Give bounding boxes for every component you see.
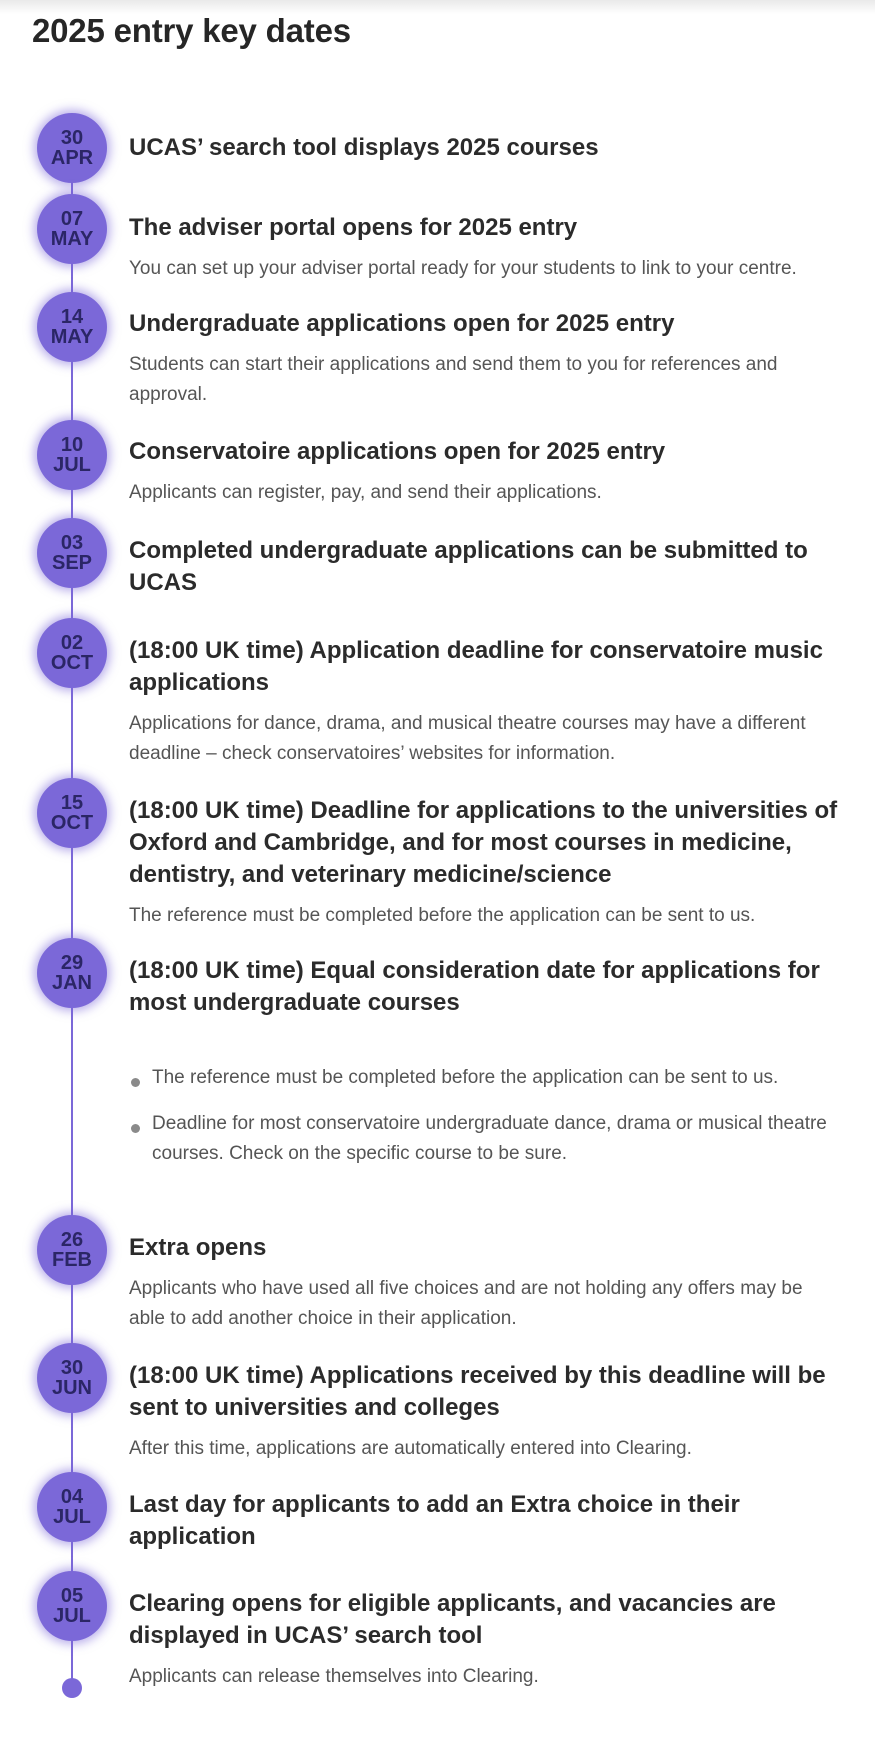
entry-title: UCAS’ search tool displays 2025 courses — [129, 134, 599, 161]
date-badge — [37, 1343, 107, 1413]
bullet-list — [129, 1063, 839, 1169]
entry-description: Applicants who have used all five choices and are not holding any offers may be able to add another choice in their application. — [129, 1278, 803, 1329]
date-badge — [37, 1215, 107, 1285]
date-month: JAN — [51, 972, 92, 994]
date-day: 05 — [60, 1585, 84, 1607]
date-day: 02 — [60, 632, 84, 654]
entry-content — [129, 635, 839, 769]
date-badge — [37, 1472, 107, 1542]
date-day: 29 — [60, 952, 84, 974]
timeline-end-dot — [62, 1678, 82, 1698]
date-badge — [37, 194, 107, 264]
entry-content — [129, 132, 839, 164]
date-badge — [37, 1571, 107, 1641]
entry-title: (18:00 UK time) Deadline for applications to the universities of Oxford and Cambridge, and for most courses in medicine, dentistry, and veterinary medicine/science — [129, 797, 838, 888]
list-item — [129, 1109, 839, 1169]
entry-description: Applicants can register, pay, and send their applications. — [129, 482, 602, 503]
date-badge — [37, 420, 107, 490]
date-month: MAY — [50, 326, 94, 348]
entry-content — [129, 1588, 839, 1692]
date-badge — [37, 292, 107, 362]
entry-content — [129, 436, 839, 508]
date-day: 10 — [60, 434, 84, 456]
entry-title: Undergraduate applications open for 2025 entry — [129, 310, 675, 337]
entry-title: (18:00 UK time) Equal consideration date for applications for most undergraduate courses — [129, 957, 820, 1016]
date-month: OCT — [50, 652, 94, 674]
entry-content — [129, 535, 839, 599]
date-day: 26 — [60, 1229, 84, 1251]
page-title: 2025 entry key dates — [32, 12, 351, 49]
bullet-text: Deadline for most conservatoire undergraduate dance, drama or musical theatre courses. Check on the specific course to be sure. — [152, 1113, 827, 1164]
date-badge — [37, 618, 107, 688]
entry-title: Clearing opens for eligible applicants, and vacancies are displayed in UCAS’ search tool — [129, 1590, 776, 1649]
date-month: OCT — [50, 812, 94, 834]
date-month: FEB — [52, 1249, 92, 1271]
date-month: JUL — [53, 454, 91, 476]
date-badge — [37, 518, 107, 588]
bullet-dot-icon — [131, 1124, 140, 1133]
date-month: SEP — [51, 552, 93, 574]
entry-title: Last day for applicants to add an Extra choice in their application — [129, 1491, 740, 1550]
date-day: 30 — [60, 1357, 84, 1379]
entry-title: Conservatoire applications open for 2025 entry — [129, 438, 666, 465]
date-month: JUN — [51, 1377, 92, 1399]
entry-title: Extra opens — [129, 1234, 267, 1261]
entry-description: Applications for dance, drama, and musical theatre courses may have a different deadline – check conservatoires’ websites for information. — [129, 713, 806, 764]
date-badge — [37, 778, 107, 848]
timeline-line — [71, 140, 73, 1688]
date-day: 07 — [60, 208, 84, 230]
date-day: 14 — [60, 306, 84, 328]
entry-title: (18:00 UK time) Applications received by this deadline will be sent to universities and colleges — [129, 1362, 826, 1421]
entry-description: Students can start their applications and send them to you for references and approval. — [129, 354, 778, 405]
date-month: MAY — [50, 228, 94, 250]
date-badge — [37, 113, 107, 183]
date-day: 15 — [60, 792, 84, 814]
date-month: JUL — [53, 1506, 91, 1528]
entry-description: After this time, applications are automatically entered into Clearing. — [129, 1438, 692, 1459]
entry-description: The reference must be completed before the application can be sent to us. — [129, 905, 756, 926]
date-badge — [37, 938, 107, 1008]
entry-content — [129, 1489, 839, 1553]
entry-description: You can set up your adviser portal ready for your students to link to your centre. — [129, 258, 797, 279]
date-month: APR — [50, 147, 94, 169]
entry-title: (18:00 UK time) Application deadline for conservatoire music applications — [129, 637, 823, 696]
entry-content — [129, 1360, 839, 1464]
bullet-dot-icon — [131, 1078, 140, 1087]
bullet-text: The reference must be completed before the application can be sent to us. — [152, 1067, 779, 1088]
date-day: 03 — [60, 532, 84, 554]
entry-content — [129, 955, 839, 1185]
date-month: JUL — [53, 1605, 91, 1627]
entry-content — [129, 212, 839, 284]
entry-description: Applicants can release themselves into Clearing. — [129, 1666, 539, 1687]
entry-title: Completed undergraduate applications can be submitted to UCAS — [129, 537, 808, 596]
date-day: 30 — [60, 127, 84, 149]
entry-content — [129, 1232, 839, 1334]
date-day: 04 — [60, 1486, 84, 1508]
entry-title: The adviser portal opens for 2025 entry — [129, 214, 578, 241]
list-item — [129, 1063, 839, 1093]
entry-content — [129, 795, 839, 931]
entry-content — [129, 308, 839, 410]
